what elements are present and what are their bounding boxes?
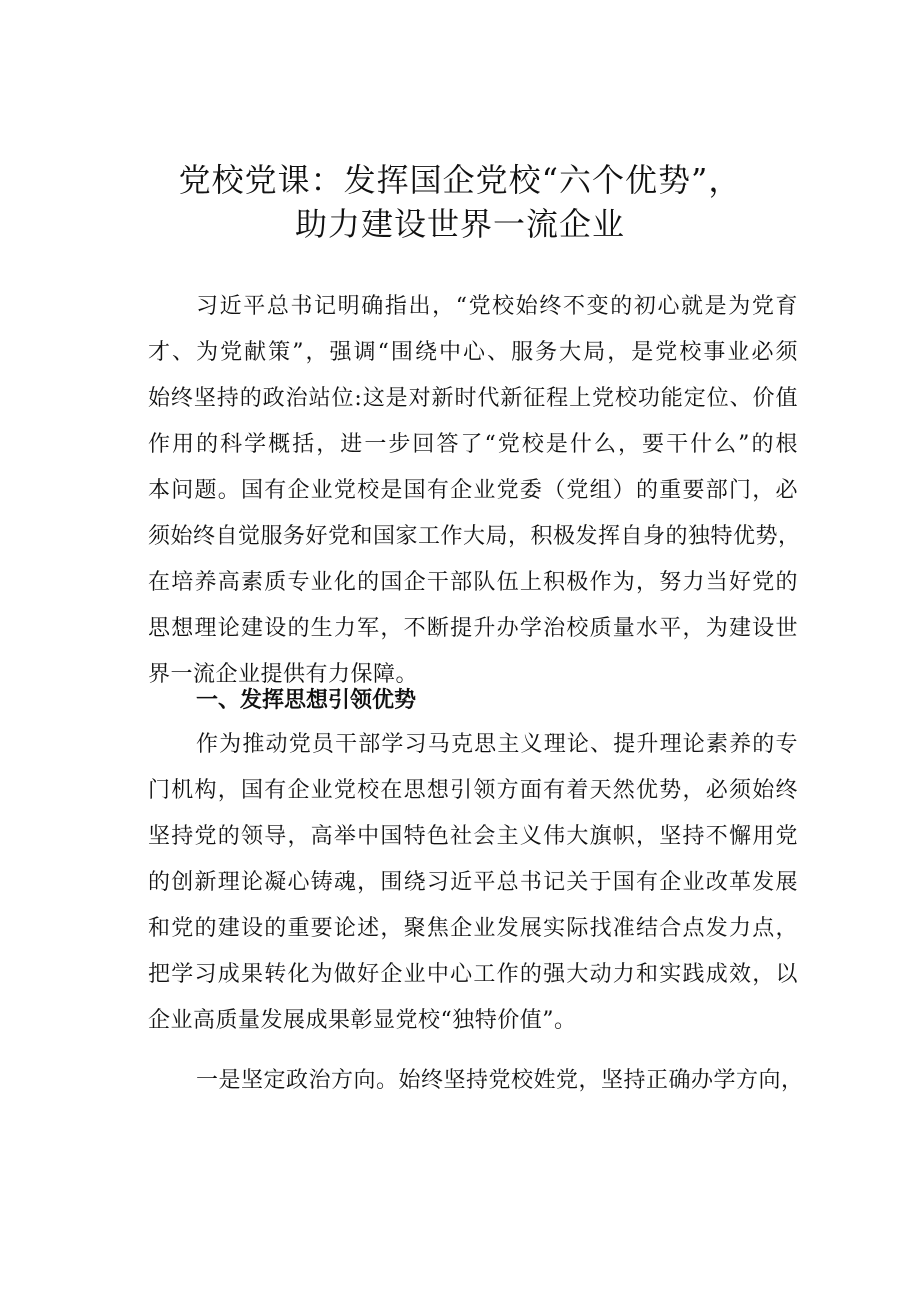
paragraph-2-line: 门机构，国有企业党校在思想引领方面有着天然优势，必须始终 <box>148 778 798 803</box>
paragraph-1-line: 作用的科学概括，进一步回答了“党校是什么，要干什么”的根 <box>148 432 798 457</box>
paragraph-2-line: 的创新理论凝心铸魂，围绕习近平总书记关于国有企业改革发展 <box>148 870 798 895</box>
paragraph-2-line: 和党的建设的重要论述，聚焦企业发展实际找准结合点发力点， <box>148 916 798 941</box>
paragraph-1-line: 思想理论建设的生力军，不断提升办学治校质量水平，为建设世 <box>148 616 798 641</box>
document-title-line-2: 助力建设世界一流企业 <box>294 205 625 243</box>
paragraph-2-line: 把学习成果转化为做好企业中心工作的强大动力和实践成效，以 <box>148 962 798 987</box>
paragraph-1-line: 习近平总书记明确指出，“党校始终不变的初心就是为党育 <box>196 294 798 319</box>
paragraph-1-line: 界一流企业提供有力保障。 <box>148 662 419 687</box>
paragraph-2-line: 企业高质量发展成果彰显党校“独特价值”。 <box>148 1008 577 1033</box>
paragraph-1-line: 须始终自觉服务好党和国家工作大局，积极发挥自身的独特优势， <box>148 524 801 549</box>
document-title-line-1: 党校党课：发挥国企党校“六个优势”， <box>178 161 742 199</box>
paragraph-1-line: 始终坚持的政治站位:这是对新时代新征程上党校功能定位、价值 <box>148 386 798 411</box>
paragraph-1-line: 才、为党献策”，强调“围绕中心、服务大局，是党校事业必须 <box>148 340 798 365</box>
paragraph-2-line: 作为推动党员干部学习马克思主义理论、提升理论素养的专 <box>196 732 798 757</box>
paragraph-3-line: 一是坚定政治方向。始终坚持党校姓党，坚持正确办学方向， <box>196 1068 804 1093</box>
paragraph-1-line: 在培养高素质专业化的国企干部队伍上积极作为，努力当好党的 <box>148 570 798 595</box>
paragraph-2-line: 坚持党的领导，高举中国特色社会主义伟大旗帜，坚持不懈用党 <box>148 824 798 849</box>
section-1-heading: 一、发挥思想引领优势 <box>196 688 417 713</box>
paragraph-1-line: 本问题。国有企业党校是国有企业党委（党组）的重要部门，必 <box>148 478 798 503</box>
